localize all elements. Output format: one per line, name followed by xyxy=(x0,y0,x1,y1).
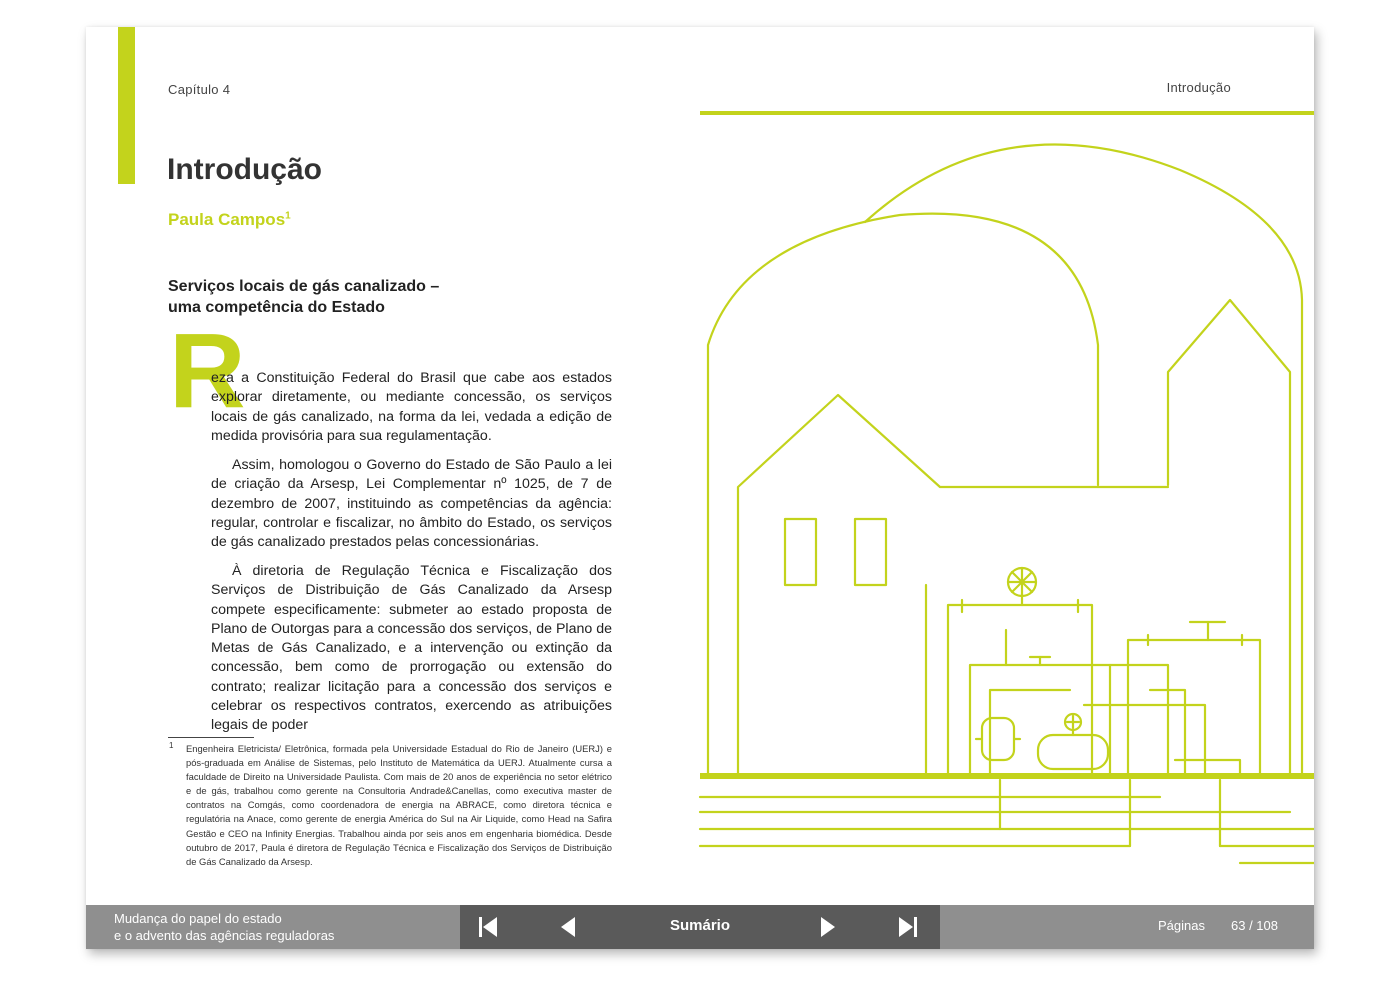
last-page-button[interactable] xyxy=(886,905,930,949)
author-name-text: Paula Campos xyxy=(168,210,286,229)
summary-button[interactable]: Sumário xyxy=(669,917,730,934)
section-header: Introdução xyxy=(1166,80,1231,95)
footnote-marker: 1 xyxy=(169,741,174,750)
chapter-label: Capítulo 4 xyxy=(168,82,231,97)
book-title-line-2: e o advento das agências reguladoras xyxy=(114,928,335,943)
skip-first-icon xyxy=(477,915,499,939)
page-title: Introdução xyxy=(167,153,322,186)
footnote-divider xyxy=(168,737,254,738)
skip-last-icon xyxy=(897,915,919,939)
body-paragraph-3 xyxy=(211,562,612,736)
book-title xyxy=(114,910,334,944)
subheading-line-1: Serviços locais de gás canalizado – xyxy=(168,278,440,295)
header-divider xyxy=(700,111,1314,115)
paragraph-2-text: Assim, homologou o Governo do Estado de São Paulo a lei de criação da Arsesp, Lei Complementar nº 1025, de 7 de dezembro de 2007, instituindo as competências da agência: regular, controlar e fiscalizar, no âmbito do Estado, os serviços de gás canalizado prestados pelas concessionárias. xyxy=(211,457,612,551)
first-page-button[interactable] xyxy=(466,905,510,949)
subheading-line-2: uma competência do Estado xyxy=(168,299,385,316)
drop-cap: R xyxy=(169,312,246,430)
paragraph-3-text: À diretoria de Regulação Técnica e Fiscalização dos Serviços de Distribuição de Gás Canalizado da Arsesp compete especificamente: submeter ao estado proposta de Plano de Outorgas para a concessão dos serviços, de Plano de Metas de Gás Canalizado, e a intervenção ou extinção da concessão, bem como de prorrogação ou extensão do contrato; realizar licitação para a concessão dos serviços e celebrar os respectivos contratos, exercendo as atribuições legais de poder xyxy=(211,563,612,734)
footnote-text: Engenheira Eletricista/ Eletrônica, formada pela Universidade Estadual do Rio de Janeiro (UERJ) e pós-graduada em Análise de Sistemas, pelo Instituto de Matemática da UERJ. Atualmente cursa a faculdade de Direito na Universidade Paulista. Com mais de 20 anos de experiência no setor elétrico e de gás, trabalhou como gerente na Consultoria Andrade&Canellas, como executiva master de contratos na Comgás, como coordenadora de energia na ABRACE, como diretora técnica e regulatória na Anace, como gerente de energia América do Sul na Air Liquide, como Head na Safira Gestão e CEO na Infinity Energias. Trabalhou ainda por seis anos em engenharia biomédica. Desde outubro de 2017, Paula é diretora de Regulação Técnica e Fiscalização dos Serviços de Distribuição de Gás Canalizado da Arsesp. xyxy=(186,743,612,867)
next-page-button[interactable] xyxy=(806,905,850,949)
paragraph-1-text: eza a Constituição Federal do Brasil que cabe aos estados explorar diretamente, ou mediante concessão, os serviços locais de gás canalizado, na forma da lei, vedada a edição de medida provisória para sua regulamentação. xyxy=(211,370,612,444)
author-name xyxy=(168,210,291,230)
chapter-accent-bar xyxy=(118,27,135,184)
previous-page-button[interactable] xyxy=(546,905,590,949)
next-icon xyxy=(817,915,839,939)
author-footnote-marker[interactable]: 1 xyxy=(285,210,291,222)
body-paragraph-2 xyxy=(211,456,612,552)
gas-pipeline-illustration xyxy=(698,140,1314,870)
body-paragraph-1 xyxy=(211,369,612,446)
pages-label: Páginas xyxy=(1158,918,1205,933)
book-title-line-1: Mudança do papel do estado xyxy=(114,911,282,926)
previous-icon xyxy=(557,915,579,939)
page-counter: 63 / 108 xyxy=(1231,918,1278,933)
